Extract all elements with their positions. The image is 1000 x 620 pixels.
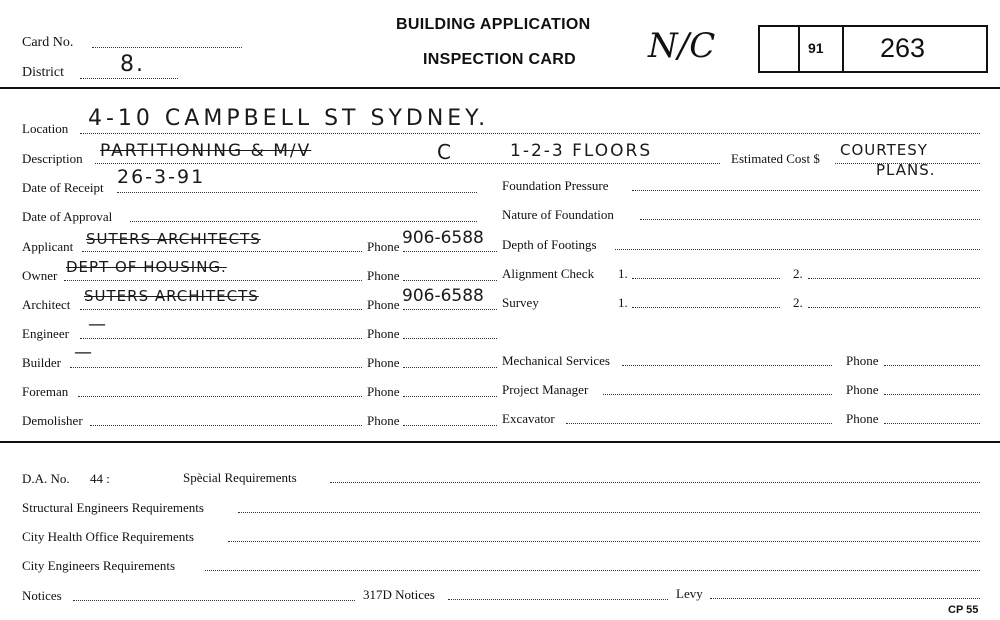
foreman-phone-label: Phone [367, 384, 400, 399]
architect-label: Architect [22, 297, 71, 312]
estimated-cost-value: COURTESY [840, 141, 928, 159]
date-receipt-value: 26-3-91 [117, 166, 206, 188]
city-engineers-label: City Engineers Requirements [22, 558, 176, 573]
architect-phone-field [403, 309, 497, 310]
form-code: CP 55 [948, 604, 979, 616]
builder-phone-label: Phone [367, 355, 400, 370]
alignment-check-label: Alignment Check [502, 266, 595, 281]
description-field [95, 163, 720, 164]
survey-field-2 [808, 307, 980, 308]
card-year: 91 [808, 40, 824, 56]
structural-engineers-label: Structural Engineers Requirements [22, 500, 204, 515]
foreman-phone-field [403, 396, 497, 397]
structural-engineers-field [238, 512, 980, 513]
architect-phone-value: 906-6588 [402, 286, 484, 306]
demolisher-label: Demolisher [22, 413, 83, 428]
mechanical-services-label: Mechanical Services [502, 353, 610, 368]
card-no-label: Card No. [22, 35, 74, 50]
middle-divider [0, 441, 1000, 443]
da-no-label: D.A. No. [22, 471, 70, 486]
applicant-phone-value: 906-6588 [402, 228, 484, 248]
location-value: 4-10 CAMPBELL ST SYDNEY. [88, 106, 490, 131]
demolisher-field [90, 425, 362, 426]
mechanical-phone-field [884, 365, 980, 366]
owner-label: Owner [22, 268, 58, 283]
special-requirements-label: Spècial Requirements [183, 470, 297, 485]
description-value: PARTITIONING & M/V [100, 141, 312, 161]
district-label: District [22, 65, 64, 80]
owner-field [64, 280, 362, 281]
city-health-label: City Health Office Requirements [22, 529, 194, 544]
excavator-phone-field [884, 423, 980, 424]
mechanical-phone-label: Phone [846, 353, 879, 368]
owner-phone-label: Phone [367, 268, 400, 283]
project-manager-field [603, 394, 832, 395]
survey-num1: 1. [618, 295, 628, 310]
nature-foundation-label: Nature of Foundation [502, 207, 614, 222]
card-number-box-divider [842, 25, 844, 73]
card-no-field [92, 47, 242, 48]
levy-field [710, 598, 980, 599]
notices-317d-field [448, 599, 668, 600]
date-receipt-field [117, 192, 477, 193]
notices-317d-label: 317D Notices [363, 587, 435, 602]
project-manager-phone-label: Phone [846, 382, 879, 397]
survey-field-1 [632, 307, 780, 308]
applicant-label: Applicant [22, 239, 74, 254]
project-manager-phone-field [884, 394, 980, 395]
alignment-check-field-1 [632, 278, 780, 279]
title-line1: BUILDING APPLICATION [396, 16, 591, 33]
foreman-field [78, 396, 362, 397]
applicant-field [82, 251, 362, 252]
district-field [80, 78, 178, 79]
card-number-box [758, 25, 988, 73]
excavator-phone-label: Phone [846, 411, 879, 426]
survey-label: Survey [502, 295, 539, 310]
alignment-check-num1: 1. [618, 266, 628, 281]
engineer-label: Engineer [22, 326, 69, 341]
card-number-box-divider [798, 25, 800, 73]
top-divider [0, 87, 1000, 89]
nature-foundation-field [640, 219, 980, 220]
owner-value: DEPT OF HOUSING. [66, 258, 227, 276]
alignment-check-field-2 [808, 278, 980, 279]
excavator-field [566, 423, 832, 424]
builder-value: — [74, 342, 94, 363]
architect-value: SUTERS ARCHITECTS [84, 287, 259, 305]
engineer-field [80, 338, 362, 339]
levy-label: Levy [676, 586, 703, 601]
notices-label: Notices [22, 588, 62, 603]
builder-field [70, 367, 362, 368]
card-number: 263 [880, 33, 926, 63]
foreman-label: Foreman [22, 384, 69, 399]
description-value-2: C [437, 140, 453, 164]
mechanical-services-field [622, 365, 832, 366]
foundation-pressure-label: Foundation Pressure [502, 178, 609, 193]
date-receipt-label: Date of Receipt [22, 180, 104, 195]
builder-phone-field [403, 367, 497, 368]
location-label: Location [22, 121, 69, 136]
applicant-value: SUTERS ARCHITECTS [86, 230, 261, 248]
location-field [80, 133, 980, 134]
architect-phone-label: Phone [367, 297, 400, 312]
notices-field [73, 600, 355, 601]
title-line2: INSPECTION CARD [423, 51, 576, 68]
builder-label: Builder [22, 355, 61, 370]
city-health-field [228, 541, 980, 542]
nc-handwritten-mark: N/C [648, 26, 716, 66]
date-approval-field [130, 221, 477, 222]
district-value: 8. [120, 52, 145, 77]
depth-footings-label: Depth of Footings [502, 237, 597, 252]
owner-phone-field [403, 280, 497, 281]
project-manager-label: Project Manager [502, 382, 589, 397]
engineer-value: — [88, 314, 108, 335]
demolisher-phone-field [403, 425, 497, 426]
depth-footings-field [615, 249, 980, 250]
description-value-3: 1-2-3 FLOORS [510, 141, 653, 161]
applicant-phone-label: Phone [367, 239, 400, 254]
engineer-phone-label: Phone [367, 326, 400, 341]
city-engineers-field [205, 570, 980, 571]
special-requirements-field [330, 482, 980, 483]
description-label: Description [22, 151, 83, 166]
date-approval-label: Date of Approval [22, 209, 113, 224]
alignment-check-num2: 2. [793, 266, 803, 281]
applicant-phone-field [403, 251, 497, 252]
estimated-cost-value-2: PLANS. [876, 161, 936, 179]
estimated-cost-label: Estimated Cost $ [731, 151, 820, 166]
engineer-phone-field [403, 338, 497, 339]
da-no-value: 44 : [90, 471, 110, 486]
architect-field [80, 309, 362, 310]
demolisher-phone-label: Phone [367, 413, 400, 428]
survey-num2: 2. [793, 295, 803, 310]
foundation-pressure-field [632, 190, 980, 191]
excavator-label: Excavator [502, 411, 555, 426]
